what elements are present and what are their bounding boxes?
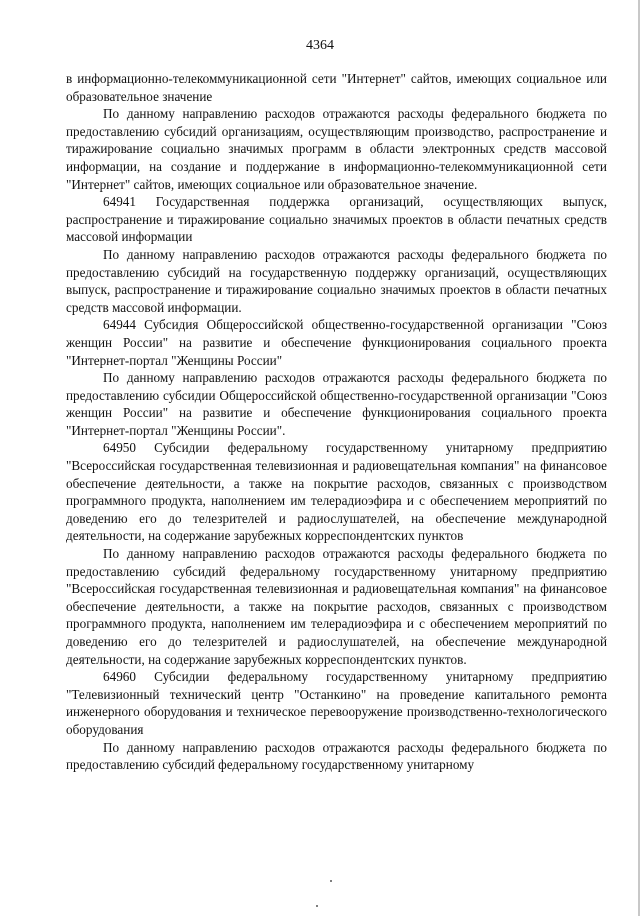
paragraph-description: По данному направлению расходов отражаются расходы федерального бюджета по предоставлению субсидий на государственную поддержку организаций, осуществляющих выпуск, распространение и тиражирование социально значимых проектов в области печатных средств массовой информации. bbox=[66, 246, 607, 315]
paragraph-continuation: в информационно-телекоммуникационной сети "Интернет" сайтов, имеющих социальное или образовательное значение bbox=[66, 71, 607, 104]
scan-speck bbox=[330, 880, 332, 882]
paragraph-heading-64960: 64960 Субсидии федеральному государственному унитарному предприятию "Телевизионный технический центр "Останкино" на проведение капитального ремонта инженерного оборудования и техническое перевооружение производственно-технологического оборудования bbox=[66, 669, 607, 737]
paragraph-description: По данному направлению расходов отражаются расходы федерального бюджета по предоставлению субсидий организациям, осуществляющим производство, распространение и тиражирование социально значимых программ в области электронных средств массовой информации, на создание и поддержание в информационно-телекоммуникационной сети "Интернет" сайтов, имеющих социальное или образовательное значение. bbox=[66, 106, 607, 192]
paragraph-heading-64941: 64941 Государственная поддержка организаций, осуществляющих выпуск, распространение и тиражирование социально значимых проектов в области печатных средств массовой информации bbox=[66, 194, 607, 245]
page-number: 4364 bbox=[306, 38, 334, 53]
paragraph-description: По данному направлению расходов отражаются расходы федерального бюджета по предоставлению субсидии Общероссийской общественно-государственной организации "Союз женщин России" на развитие и обеспечение функционирования социального проекта "Интернет-портал "Женщины России". bbox=[66, 370, 607, 438]
paragraph-description: По данному направлению расходов отражаются расходы федерального бюджета по предоставлению субсидий федеральному государственному унитарному bbox=[66, 739, 607, 773]
scan-speck bbox=[316, 905, 318, 907]
paragraph-heading-64944: 64944 Субсидия Общероссийской общественно-государственной организации "Союз женщин России" на развитие и обеспечение функционирования социального проекта "Интернет-портал "Женщины России" bbox=[66, 317, 607, 368]
paragraph-heading-64950: 64950 Субсидии федеральному государственному унитарному предприятию "Всероссийская государственная телевизионная и радиовещательная компания" на финансовое обеспечение деятельности, а также на покрытие расходов, связанных с производством программного продукта, наполнением им телерадиоэфира и с обеспечением мероприятий по доведению его до телезрителей и радиослушателей, на обеспечение международной деятельности, на содержание зарубежных корреспондентских пунктов bbox=[66, 440, 607, 544]
paragraph-description: По данному направлению расходов отражаются расходы федерального бюджета по предоставлению субсидий федеральному государственному унитарному предприятию "Всероссийская государственная телевизионная и радиовещательная компания" на финансовое обеспечение деятельности, а также на покрытие расходов, связанных с производством программного продукта, наполнением им телерадиоэфира и с обеспечением мероприятий по доведению его до телезрителей и радиослушателей, на обеспечение международной деятельности, на содержание зарубежных корреспондентских пунктов. bbox=[66, 546, 607, 667]
document-body bbox=[66, 70, 607, 774]
